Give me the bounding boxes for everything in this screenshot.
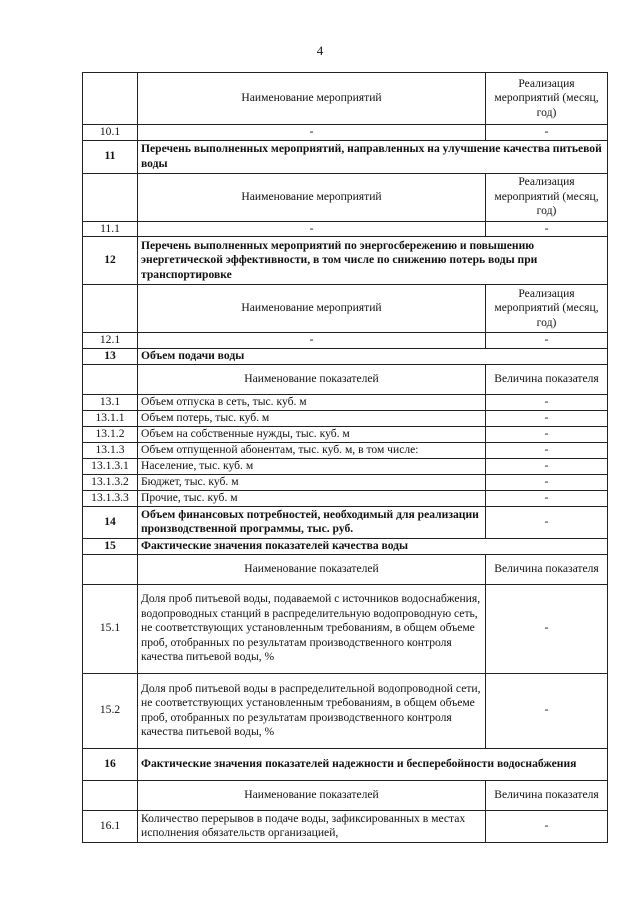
header-measures-name: Наименование мероприятий [138, 73, 486, 125]
row-number: 15.1 [83, 584, 138, 673]
row-value: - [486, 333, 608, 349]
table-row [83, 410, 608, 426]
table-row [83, 442, 608, 458]
section-row [83, 506, 608, 538]
row-value: - [486, 442, 608, 458]
header-indicators-name: Наименование показателей [138, 554, 486, 584]
row-value: - [486, 394, 608, 410]
row-text: - [138, 221, 486, 237]
row-number: 13.1.3.3 [83, 490, 138, 506]
header-indicators-name: Наименование показателей [138, 364, 486, 394]
row-value: - [486, 673, 608, 748]
row-number: 11.1 [83, 221, 138, 237]
page-number: 4 [316, 43, 324, 58]
section-title: Перечень выполненных мероприятий, направленных на улучшение качества питьевой воды [138, 140, 608, 173]
header-indicators-value: Величина показателя [486, 780, 608, 810]
row-text: Доля проб питьевой воды, подаваемой с источников водоснабжения, водопроводных станций в распределительную водопроводную сеть, не соответствующих установленным требованиям, в общем объеме проб, отобранных по результатам производственного контроля качества питьевой воды, % [138, 584, 486, 673]
section-title: Объем финансовых потребностей, необходимый для реализации производственной программы, тыс. руб. [138, 506, 486, 538]
row-value: - [486, 221, 608, 237]
table-row [83, 810, 608, 842]
header-measures-impl: Реализация мероприятий (месяц, год) [486, 73, 608, 125]
section-row [83, 748, 608, 780]
section-number: 15 [83, 538, 138, 554]
row-text: - [138, 333, 486, 349]
row-number: 13.1.1 [83, 410, 138, 426]
row-number: 13.1.2 [83, 426, 138, 442]
section-number: 11 [83, 140, 138, 173]
table-row [83, 458, 608, 474]
table-row [83, 333, 608, 349]
header-measures-name: Наименование мероприятий [138, 285, 486, 333]
table-row [83, 394, 608, 410]
row-value: - [486, 410, 608, 426]
table-row [83, 474, 608, 490]
row-text: Доля проб питьевой воды в распределительной водопроводной сети, не соответствующих установленным требованиям, в общем объеме проб, отобранных по результатам производственного контроля качества питьевой воды, % [138, 673, 486, 748]
section-row [83, 237, 608, 285]
row-text: Объем на собственные нужды, тыс. куб. м [138, 426, 486, 442]
section-row [83, 140, 608, 173]
header-indicators-value: Величина показателя [486, 364, 608, 394]
header-row-indicators [83, 554, 608, 584]
row-value: - [486, 458, 608, 474]
section-number: 14 [83, 506, 138, 538]
row-text: Бюджет, тыс. куб. м [138, 474, 486, 490]
header-row-indicators [83, 780, 608, 810]
row-text: - [138, 125, 486, 141]
row-value: - [486, 584, 608, 673]
row-value: - [486, 490, 608, 506]
header-row-measures [83, 285, 608, 333]
section-number: 13 [83, 348, 138, 364]
section-title: Объем подачи воды [138, 348, 608, 364]
row-value: - [486, 474, 608, 490]
row-text: Объем потерь, тыс. куб. м [138, 410, 486, 426]
row-value: - [486, 810, 608, 842]
row-value: - [486, 426, 608, 442]
row-text: Прочие, тыс. куб. м [138, 490, 486, 506]
row-number: 13.1.3.1 [83, 458, 138, 474]
row-number: 16.1 [83, 810, 138, 842]
row-number: 10.1 [83, 125, 138, 141]
section-title: Перечень выполненных мероприятий по энергосбережению и повышению энергетической эффективности, в том числе по снижению потерь воды при транспортировке [138, 237, 608, 285]
table-row [83, 426, 608, 442]
table-row [83, 125, 608, 141]
table-row [83, 221, 608, 237]
row-number: 13.1.3 [83, 442, 138, 458]
row-text: Количество перерывов в подаче воды, зафиксированных в местах исполнения обязательств организацией, [138, 810, 486, 842]
header-indicators-value: Величина показателя [486, 554, 608, 584]
section-number: 12 [83, 237, 138, 285]
section-title: Фактические значения показателей надежности и бесперебойности водоснабжения [138, 748, 608, 780]
header-indicators-name: Наименование показателей [138, 780, 486, 810]
row-text: Объем отпуска в сеть, тыс. куб. м [138, 394, 486, 410]
row-value: - [486, 125, 608, 141]
section-row [83, 348, 608, 364]
table-row [83, 490, 608, 506]
report-table [82, 72, 608, 843]
section-title: Фактические значения показателей качества воды [138, 538, 608, 554]
header-measures-name: Наименование мероприятий [138, 173, 486, 221]
header-measures-impl: Реализация мероприятий (месяц, год) [486, 285, 608, 333]
table-row [83, 673, 608, 748]
header-row-indicators [83, 364, 608, 394]
row-number: 15.2 [83, 673, 138, 748]
row-value: - [486, 506, 608, 538]
row-text: Население, тыс. куб. м [138, 458, 486, 474]
header-measures-impl: Реализация мероприятий (месяц, год) [486, 173, 608, 221]
row-number: 13.1.3.2 [83, 474, 138, 490]
row-number: 12.1 [83, 333, 138, 349]
row-number: 13.1 [83, 394, 138, 410]
header-row-measures [83, 73, 608, 125]
row-text: Объем отпущенной абонентам, тыс. куб. м, в том числе: [138, 442, 486, 458]
header-row-measures [83, 173, 608, 221]
table-row [83, 584, 608, 673]
section-row [83, 538, 608, 554]
section-number: 16 [83, 748, 138, 780]
